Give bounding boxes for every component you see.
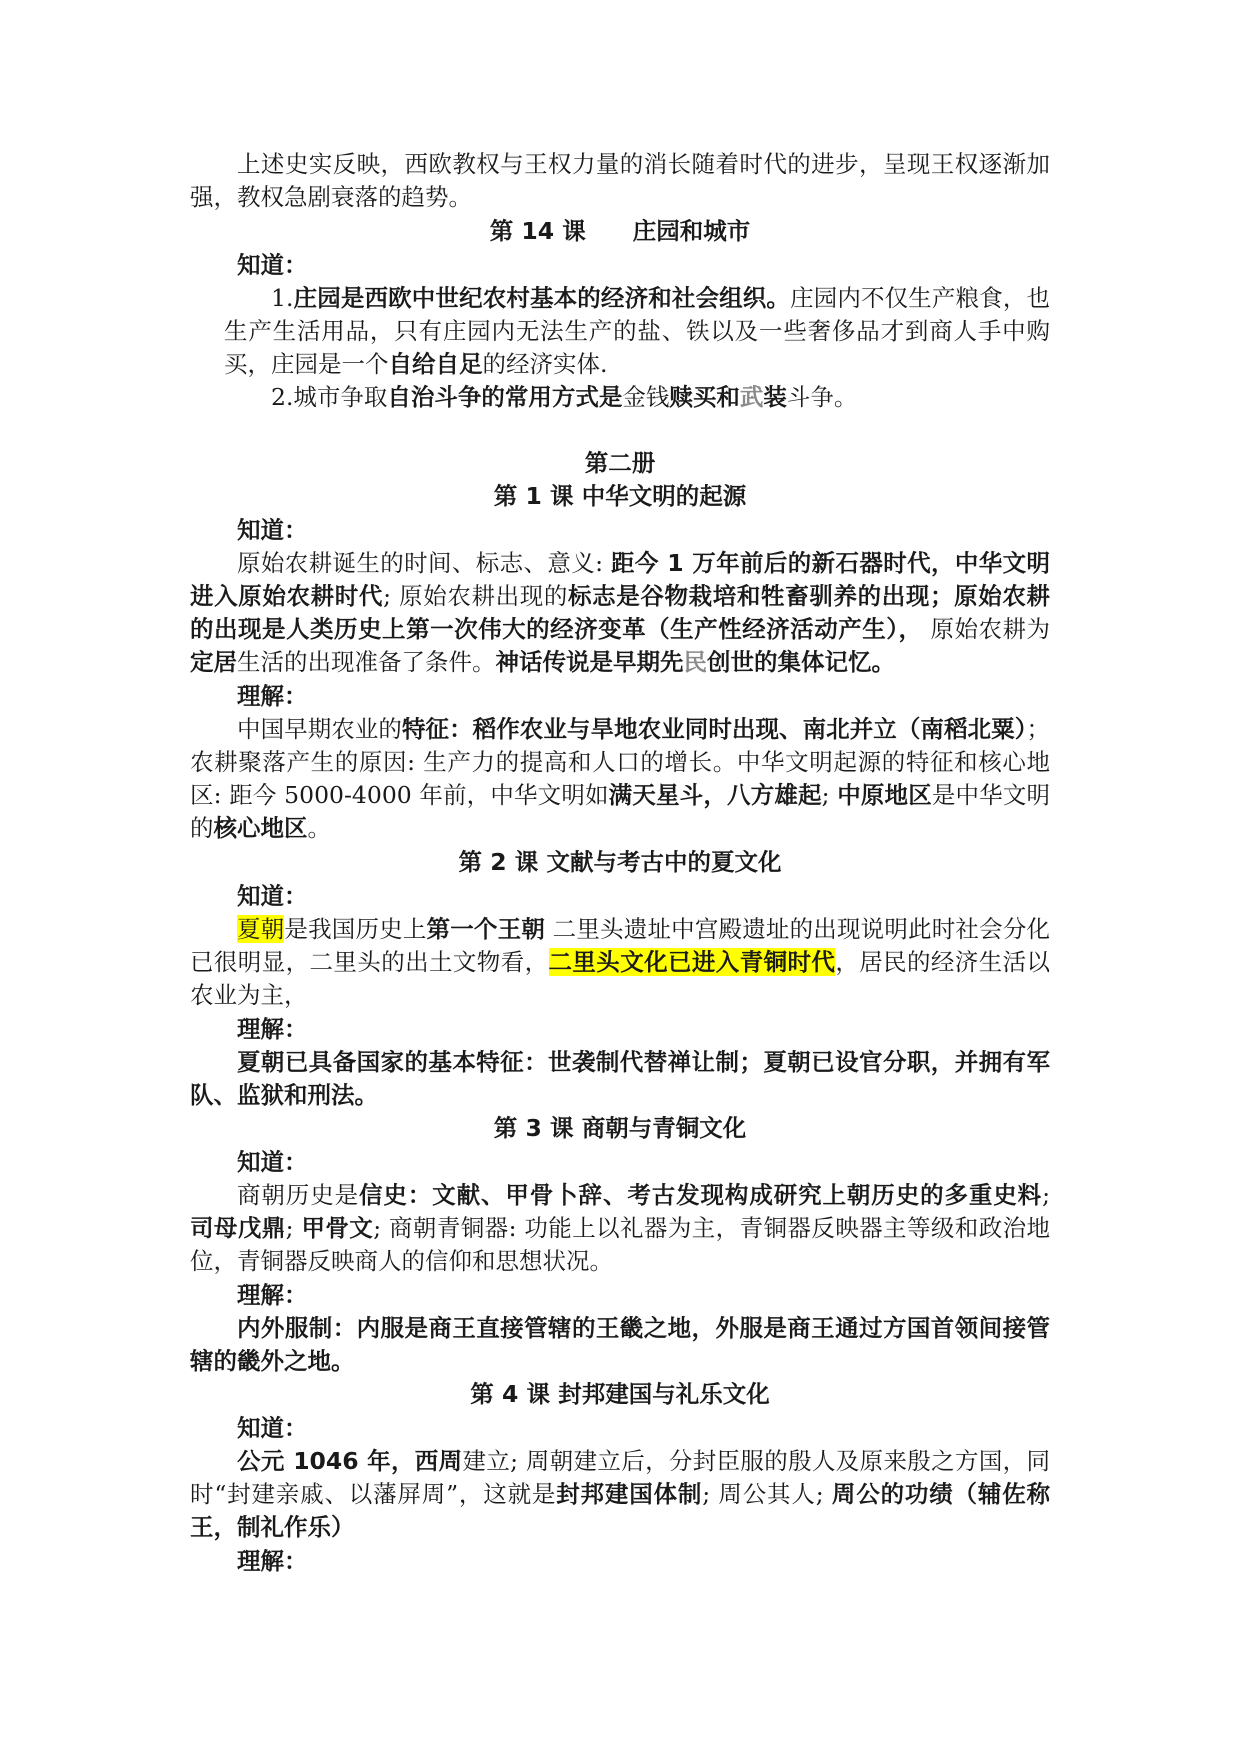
l1p1-b4: 神话传说是早期先 bbox=[495, 648, 684, 676]
l1p2-t1: 中国早期农业的 bbox=[237, 715, 402, 743]
l3p1-b2: 司母戊鼎 bbox=[190, 1214, 286, 1242]
item2-b2: 赎买和 bbox=[669, 383, 740, 411]
l2p1-t1: 是我国历史上 bbox=[284, 915, 427, 943]
l2p1-h1: 夏朝 bbox=[237, 915, 285, 943]
l3p1-b3: 甲骨文 bbox=[301, 1214, 374, 1242]
lesson2-know-label: 知道： bbox=[237, 882, 308, 910]
lesson1-title: 第 1 课 中华文明的起源 bbox=[493, 482, 747, 510]
l1p2-t3: ; bbox=[821, 781, 838, 809]
l4p1-b2: 封邦建国体制 bbox=[556, 1480, 703, 1508]
l1p2-t2: ；农耕聚落产生的原因: 生产力的提高和人口的增长。中华文明起源的特征和核心地区: 距今 5000-4000 年前，中华文明如 bbox=[190, 715, 1051, 809]
l1p1-t2: ; 原始农耕出现的 bbox=[383, 582, 569, 610]
lesson4-know-label: 知道： bbox=[237, 1414, 308, 1442]
l1p2-b1: 特征：稻作农业与旱地农业同时出现、南北并立（南稻北粟） bbox=[401, 715, 1027, 743]
lesson3-know-paragraph bbox=[190, 1179, 1050, 1278]
intro-text: 上述史实反映，西欧教权与王权力量的消长随着时代的进步，呈现王权逐渐加强，教权急剧衰落的趋势。 bbox=[190, 150, 1050, 211]
l1p2-t5: 。 bbox=[307, 814, 331, 842]
lesson14-title: 第 14 课 庄园和城市 bbox=[489, 217, 751, 245]
l1p1-b3: 定居 bbox=[190, 648, 237, 676]
l3p1-t3: ; bbox=[285, 1214, 302, 1242]
item2-t2: 金钱 bbox=[622, 383, 670, 411]
l1p1-t1: 原始农耕诞生的时间、标志、意义: bbox=[237, 549, 611, 577]
l4p1-b3: 周公的功绩（辅佐称王，制礼作乐） bbox=[190, 1480, 1051, 1541]
l1p1-b2: 标志是谷物栽培和牲畜驯养的出现；原始农耕的出现是人类历史上第一次伟大的经济变革（生产性经济活动产生）， bbox=[190, 582, 1051, 643]
l4p1-t2: ; 周公其人; bbox=[702, 1480, 832, 1508]
lesson14-know-label: 知道： bbox=[237, 251, 308, 279]
l3p1-t1: 商朝历史是 bbox=[237, 1181, 359, 1209]
item2-g1: 武 bbox=[739, 383, 764, 411]
item2-t3: 斗争。 bbox=[786, 383, 858, 411]
l4p1-t1: 建立; 周朝建立后，分封臣服的殷人及原来殷之方国，同时“封建亲戚、以藩屏周”，这就是 bbox=[190, 1447, 1050, 1508]
lesson4-title: 第 4 课 封邦建国与礼乐文化 bbox=[470, 1380, 770, 1408]
l1p1-g1: 民 bbox=[683, 648, 707, 676]
item1-bold1: 庄园是西欧中世纪农村基本的经济和社会组织。 bbox=[293, 284, 791, 312]
l2p1-b1: 第一个王朝 bbox=[426, 915, 546, 943]
item1-text2: 的经济实体. bbox=[482, 350, 608, 378]
l2p1-t2: 二里头遗址中宫殿遗址的出现说明此时社会分化已很明显，二里头的出土文物看， bbox=[190, 915, 1051, 976]
l3p1-t2: ; bbox=[1042, 1181, 1051, 1209]
l3p1-t4: ; 商朝青铜器: 功能上以礼器为主，青铜器反映器主等级和政治地位，青铜器反映商人的信仰和思想状况。 bbox=[190, 1214, 1051, 1275]
item1-number: 1. bbox=[271, 284, 294, 312]
lesson1-know-label: 知道： bbox=[237, 516, 308, 544]
lesson2-title: 第 2 课 文献与考古中的夏文化 bbox=[458, 848, 782, 876]
lesson3-understand-paragraph: 内外服制：内服是商王直接管辖的王畿之地，外服是商王通过方国首领间接管辖的畿外之地。 bbox=[190, 1314, 1050, 1375]
item2-t1: 2.城市争取 bbox=[271, 383, 388, 411]
lesson14-item2 bbox=[224, 381, 1050, 414]
lesson14-item1 bbox=[224, 282, 1050, 381]
l3p1-b1: 信史：文献、甲骨卜辞、考古发现构成研究上朝历史的多重史料 bbox=[358, 1181, 1043, 1209]
lesson1-know-paragraph bbox=[190, 547, 1050, 679]
lesson4-understand-label: 理解： bbox=[237, 1547, 308, 1575]
item2-b1: 自治斗争的常用方式是 bbox=[387, 383, 623, 411]
book2-title: 第二册 bbox=[584, 449, 656, 477]
l4p1-b1: 公元 1046 年，西周 bbox=[237, 1447, 463, 1475]
intro-paragraph bbox=[190, 148, 1050, 214]
l1p1-t4: 生活的出现准备了条件。 bbox=[237, 648, 496, 676]
l1p2-t4: 是中华文明的 bbox=[190, 781, 1051, 842]
lesson1-understand-paragraph bbox=[190, 713, 1050, 845]
l1p1-b5: 创世的集体记忆。 bbox=[707, 648, 895, 676]
lesson1-understand-label: 理解： bbox=[237, 682, 308, 710]
lesson2-know-paragraph bbox=[190, 913, 1050, 1012]
item2-b3: 装 bbox=[763, 383, 787, 411]
l2p1-h2: 二里头文化已进入青铜时代 bbox=[548, 948, 836, 976]
item1-text1: 庄园内不仅生产粮食，也生产生活用品，只有庄园内无法生产的盐、铁以及一些奢侈品才到商人手中购买，庄园是一个 bbox=[224, 284, 1051, 378]
l1p1-b1: 距今 1 万年前后的新石器时代，中华文明进入原始农耕时代 bbox=[190, 549, 1051, 610]
lesson3-know-label: 知道： bbox=[237, 1148, 308, 1176]
l2p1-t3: ，居民的经济生活以农业为主， bbox=[190, 948, 1051, 1009]
lesson3-title: 第 3 课 商朝与青铜文化 bbox=[493, 1114, 747, 1142]
l1p2-b3: 中原地区 bbox=[837, 781, 932, 809]
lesson3-understand-label: 理解： bbox=[237, 1281, 308, 1309]
lesson4-know-paragraph bbox=[190, 1445, 1050, 1544]
lesson2-understand-paragraph: 夏朝已具备国家的基本特征：世袭制代替禅让制；夏朝已设官分职，并拥有军队、监狱和刑法。 bbox=[190, 1048, 1050, 1109]
lesson2-understand-label: 理解： bbox=[237, 1015, 308, 1043]
item1-bold2: 自给自足 bbox=[388, 350, 483, 378]
l1p1-t3: 原始农耕为 bbox=[922, 615, 1050, 643]
l1p2-b2: 满天星斗，八方雄起 bbox=[608, 781, 822, 809]
l1p2-b4: 核心地区 bbox=[213, 814, 308, 842]
